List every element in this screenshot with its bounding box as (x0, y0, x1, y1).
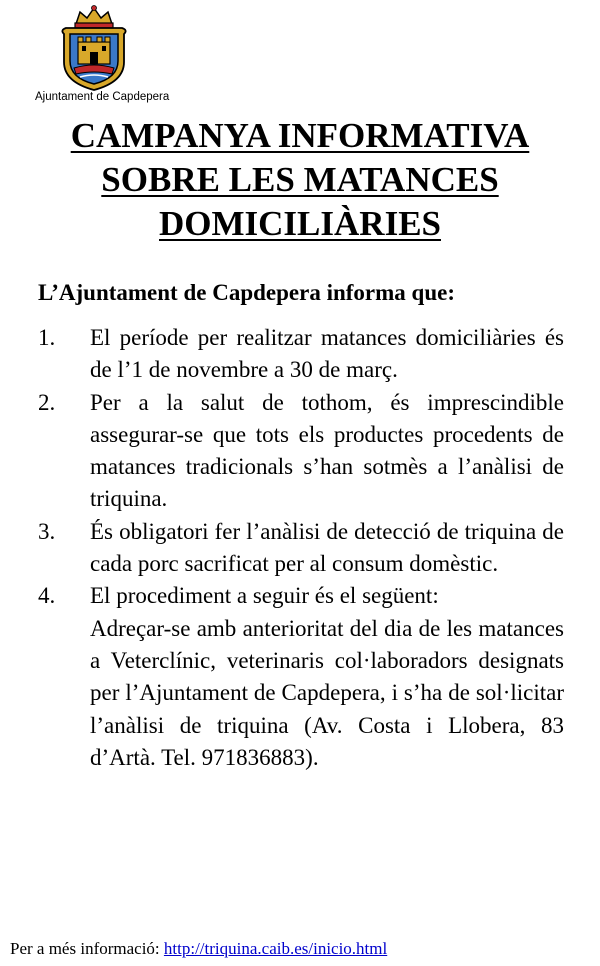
list-item (38, 580, 564, 774)
item-number: 3. (38, 518, 56, 544)
info-list (38, 322, 564, 774)
page-title (0, 114, 600, 246)
list-item (38, 516, 564, 581)
title-line-3: DOMICILIÀRIES (159, 204, 441, 243)
item-text: El període per realitzar matances domiciliàries és de l’1 de novembre a 30 de març. (90, 325, 564, 383)
footer-label: Per a més informació: (10, 939, 160, 958)
footer (10, 939, 387, 959)
item-number: 4. (38, 583, 56, 609)
item-text: Per a la salut de tothom, és imprescindible assegurar-se que tots els productes procedents de matances tradicionals s’han sotmès a l’anàlisi de triquina. (90, 389, 564, 512)
item-number: 2. (38, 389, 56, 415)
item-text: El procediment a seguir és el següent: (90, 583, 439, 609)
title-line-1: CAMPANYA INFORMATIVA (70, 116, 530, 155)
intro-heading: L’Ajuntament de Capdepera informa que: (38, 280, 455, 305)
item-detail: Adreçar-se amb anterioritat del dia de les matances a Veterclínic, veterinaris col·laboradors designats per l’Ajuntament de Capdepera, i s’ha de sol·licitar l’anàlisi de triquina (Av. Costa i Llobera, 83 d’Artà. Tel. 971836883). (90, 615, 564, 770)
item-number: 1. (38, 325, 56, 350)
list-item (38, 387, 564, 516)
title-line-2: SOBRE LES MATANCES (101, 160, 499, 199)
org-name: Ajuntament de Capdepera (35, 91, 170, 103)
list-item (38, 322, 564, 387)
info-link[interactable]: http://triquina.caib.es/inicio.html (163, 939, 388, 958)
coat-of-arms-icon (56, 4, 132, 92)
item-text: És obligatori fer l’anàlisi de detecció de triquina de cada porc sacrificat per al consum domèstic. (90, 518, 564, 577)
